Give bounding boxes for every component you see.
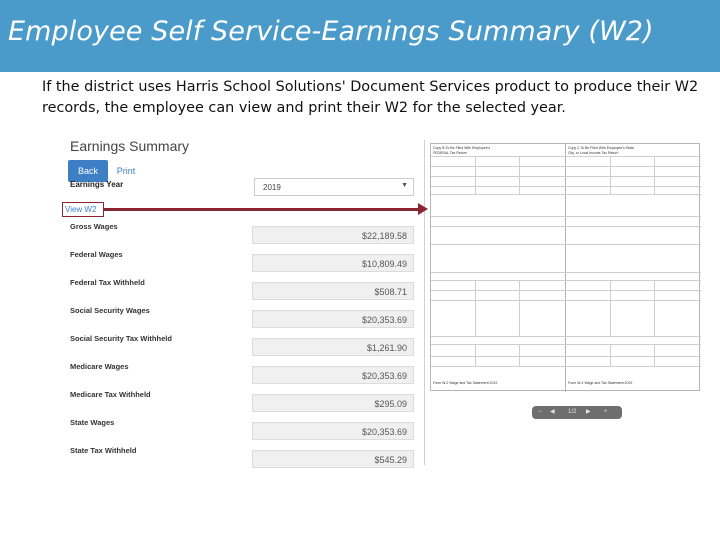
row-value-field <box>252 366 414 384</box>
row-value-field <box>252 226 414 244</box>
earnings-year-select[interactable] <box>254 178 414 196</box>
pointer-arrow-head <box>418 203 428 215</box>
page-title: Employee Self Service-Earnings Summary (W2) <box>8 16 654 47</box>
earnings-row-federal-wages <box>66 250 421 270</box>
chevron-down-icon: ▼ <box>401 182 408 189</box>
row-value-field <box>252 254 414 272</box>
row-value-field <box>252 282 414 300</box>
row-label: Gross Wages <box>70 222 118 231</box>
title-banner <box>0 0 720 72</box>
zoom-out-icon[interactable]: − <box>538 409 542 415</box>
print-button[interactable]: Print <box>116 166 136 176</box>
row-value-field <box>252 310 414 328</box>
row-label: Medicare Tax Withheld <box>70 390 151 399</box>
pdf-viewer-toolbar <box>532 406 622 419</box>
next-page-icon[interactable]: ▶ <box>586 409 591 415</box>
previous-page-icon[interactable]: ◀ <box>550 409 555 415</box>
w2-copy-2-header: Copy 2-To Be Filed With Employee's State, City, or Local Income Tax Return <box>568 146 635 155</box>
zoom-in-icon[interactable]: + <box>604 409 608 415</box>
earnings-row-social-security-tax-withheld <box>66 334 421 354</box>
w2-copy-b-header: Copy B-To Be Filed With Employee's FEDERAL Tax Return <box>433 146 491 155</box>
earnings-row-state-tax-withheld <box>66 446 421 466</box>
earnings-summary-panel <box>66 130 421 470</box>
pointer-arrow-line <box>104 208 420 211</box>
earnings-year-label: Earnings Year <box>70 180 124 189</box>
row-value: $10,809.49 <box>361 259 407 269</box>
earnings-year-value: 2019 <box>263 183 281 192</box>
row-value: $295.09 <box>374 399 407 409</box>
row-label: Medicare Wages <box>70 362 129 371</box>
earnings-row-federal-tax-withheld <box>66 278 421 298</box>
row-label: State Wages <box>70 418 115 427</box>
earnings-row-medicare-tax-withheld <box>66 390 421 410</box>
w2-form-tag: Form W-2 Wage and Tax Statement 2019 <box>433 381 498 385</box>
earnings-row-gross-wages <box>66 222 421 242</box>
row-label: Social Security Wages <box>70 306 150 315</box>
view-w2-label: View W2 <box>65 205 97 214</box>
earnings-row-social-security-wages <box>66 306 421 326</box>
row-value-field <box>252 450 414 468</box>
row-label: Federal Wages <box>70 250 123 259</box>
w2-document-preview <box>430 143 700 391</box>
row-label: State Tax Withheld <box>70 446 137 455</box>
row-value: $508.71 <box>374 287 407 297</box>
panel-divider <box>424 140 425 465</box>
w2-copy-b <box>431 144 566 392</box>
w2-form-tag: Form W-2 Wage and Tax Statement 2019 <box>568 381 633 385</box>
row-value: $22,189.58 <box>361 231 407 241</box>
row-label: Federal Tax Withheld <box>70 278 145 287</box>
row-value: $20,353.69 <box>361 371 407 381</box>
view-w2-link[interactable] <box>62 202 104 217</box>
description-text: If the district uses Harris School Solutions' Document Services product to produce their W2 records, the employee can view and print their W2 for the selected year. <box>42 79 699 116</box>
row-value: $20,353.69 <box>361 315 407 325</box>
earnings-row-state-wages <box>66 418 421 438</box>
earnings-row-medicare-wages <box>66 362 421 382</box>
row-value: $545.29 <box>374 455 407 465</box>
panel-title: Earnings Summary <box>70 138 190 154</box>
row-label: Social Security Tax Withheld <box>70 334 172 343</box>
w2-copy-2 <box>566 144 701 392</box>
row-value-field <box>252 422 414 440</box>
row-value-field <box>252 394 414 412</box>
row-value: $1,261.90 <box>366 343 407 353</box>
row-value-field <box>252 338 414 356</box>
page-counter: 1/2 <box>568 409 577 415</box>
row-value: $20,353.69 <box>361 427 407 437</box>
back-button[interactable]: Back <box>68 160 108 182</box>
